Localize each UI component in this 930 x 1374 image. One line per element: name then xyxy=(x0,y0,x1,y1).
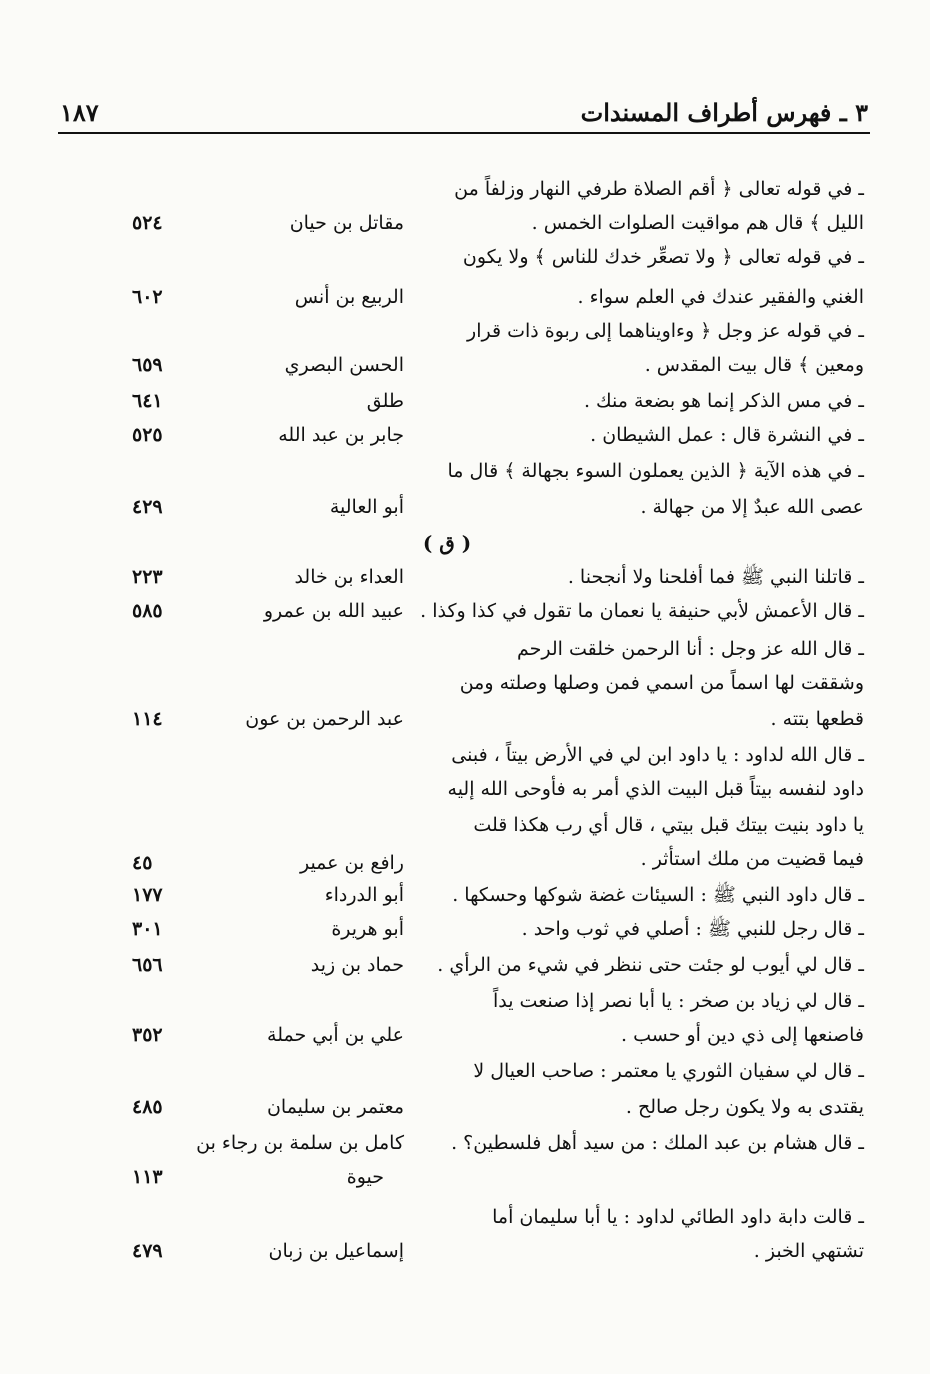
narrator-name: حيوة xyxy=(346,1166,384,1188)
entry-text-line: ـ قال هشام بن عبد الملك : من سيد أهل فلسطين؟ . xyxy=(451,1132,864,1154)
entry-text-line: ـ قال رجل للنبي ﷺ : أصلي في ثوب واحد . xyxy=(521,918,864,940)
hadith-number: ٦٤١ xyxy=(132,390,163,412)
hadith-number: ٥٢٤ xyxy=(132,212,163,234)
entry-text-line: يا داود بنيت بيتك قبل بيتي ، قال أي رب هكذا قلت xyxy=(473,814,864,836)
narrator-name: جابر بن عبد الله xyxy=(278,424,404,446)
entry-text-line: فاصنعها إلى ذي دين أو حسب . xyxy=(621,1024,864,1046)
narrator-name: حماد بن زيد xyxy=(310,954,404,976)
hadith-number: ٥٢٥ xyxy=(132,424,163,446)
narrator-name: الربيع بن أنس xyxy=(294,286,404,308)
narrator-name: العداء بن خالد xyxy=(294,566,404,588)
entry-text-line: ـ في قوله تعالى ﴿ ولا تصعِّر خدك للناس ﴾ ولا يكون xyxy=(462,246,864,268)
header-divider xyxy=(58,132,870,134)
narrator-name: كامل بن سلمة بن رجاء بن xyxy=(196,1132,404,1154)
page-header-title: ٣ ـ فهرس أطراف المسندات xyxy=(580,98,868,127)
entry-text-line: قطعها بتته . xyxy=(770,708,864,730)
narrator-name: أبو العالية xyxy=(329,496,404,518)
entry-text-line: ـ قال داود النبي ﷺ : السيئات غضة شوكها وحسكها . xyxy=(452,884,864,906)
narrator-name: أبو الدرداء xyxy=(324,884,404,906)
narrator-name: علي بن أبي حملة xyxy=(267,1024,404,1046)
entry-text-line: ـ في النشرة قال : عمل الشيطان . xyxy=(590,424,864,446)
entry-text-line: ـ في قوله تعالى ﴿ أقم الصلاة طرفي النهار وزلفاً من xyxy=(454,178,864,200)
hadith-number: ٤٥ xyxy=(132,852,153,874)
page-number: ١٨٧ xyxy=(60,98,99,127)
narrator-name: أبو هريرة xyxy=(331,918,404,940)
entry-text-line: ـ قالت دابة داود الطائي لداود : يا أبا سليمان أما xyxy=(492,1206,864,1228)
hadith-number: ١١٤ xyxy=(132,708,163,730)
entry-text-line: يقتدى به ولا يكون رجل صالح . xyxy=(625,1096,864,1118)
entry-text-line: ـ قال الله عز وجل : أنا الرحمن خلقت الرحم xyxy=(516,638,864,660)
entry-text-line: ومعين ﴾ قال بيت المقدس . xyxy=(644,354,864,376)
narrator-name: عبيد الله بن عمرو xyxy=(263,600,404,622)
hadith-number: ١١٣ xyxy=(132,1166,163,1188)
hadith-number: ٦٥٦ xyxy=(132,954,163,976)
entry-text-line: فيما قضيت من ملك استأثر . xyxy=(640,848,864,870)
hadith-number: ٤٧٩ xyxy=(132,1240,163,1262)
narrator-name: رافع بن عمير xyxy=(299,852,404,874)
entry-text-line: ـ قاتلنا النبي ﷺ فما أفلحنا ولا أنجحنا . xyxy=(567,566,864,588)
entry-text-line: ـ في هذه الآية ﴿ الذين يعملون السوء بجهالة ﴾ قال ما xyxy=(447,460,864,482)
hadith-number: ٦٥٩ xyxy=(132,354,163,376)
hadith-number: ١٧٧ xyxy=(132,884,163,906)
narrator-name: إسماعيل بن زبان xyxy=(268,1240,404,1262)
narrator-name: طلق xyxy=(366,390,404,412)
entry-text-line: الليل ﴾ قال هم مواقيت الصلوات الخمس . xyxy=(531,212,864,234)
hadith-number: ٤٢٩ xyxy=(132,496,163,518)
entry-text-line: ـ قال لي أيوب لو جئت حتى ننظر في شيء من الرأي . xyxy=(437,954,864,976)
entry-text-line: وشققت لها اسماً من اسمي فمن وصلها وصلته ومن xyxy=(459,672,864,694)
entry-text-line: الغني والفقير عندك في العلم سواء . xyxy=(577,286,864,308)
entry-text-line: ـ قال لي سفيان الثوري يا معتمر : صاحب العيال لا xyxy=(473,1060,864,1082)
hadith-number: ٣٠١ xyxy=(132,918,163,940)
narrator-name: معتمر بن سليمان xyxy=(266,1096,404,1118)
entry-text-line: ـ في مس الذكر إنما هو بضعة منك . xyxy=(583,390,864,412)
hadith-number: ٢٢٣ xyxy=(132,566,163,588)
narrator-name: عبد الرحمن بن عون xyxy=(245,708,404,730)
entry-text-line: داود لنفسه بيتاً قبل البيت الذي أمر به فأوحى الله إليه xyxy=(447,778,864,800)
hadith-number: ٦٠٢ xyxy=(132,286,163,308)
entry-text-line: عصى الله عبدٌ إلا من جهالة . xyxy=(640,496,864,518)
hadith-number: ٥٨٥ xyxy=(132,600,163,622)
entry-text-line: تشتهي الخبز . xyxy=(753,1240,864,1262)
narrator-name: مقاتل بن حيان xyxy=(289,212,404,234)
hadith-number: ٣٥٢ xyxy=(132,1024,163,1046)
entry-text-line: ـ في قوله عز وجل ﴿ وءاويناهما إلى ربوة ذات قرار xyxy=(467,320,864,342)
entry-text-line: ـ قال الله لداود : يا داود ابن لي في الأرض بيتاً ، فبنى xyxy=(451,744,864,766)
hadith-number: ٤٨٥ xyxy=(132,1096,163,1118)
entry-text-line: ـ قال الأعمش لأبي حنيفة يا نعمان ما تقول في كذا وكذا . xyxy=(420,600,864,622)
section-letter: ( ق ) xyxy=(422,531,472,555)
entry-text-line: ـ قال لي زياد بن صخر : يا أبا نصر إذا صنعت يداً xyxy=(492,990,864,1012)
narrator-name: الحسن البصري xyxy=(284,354,404,376)
